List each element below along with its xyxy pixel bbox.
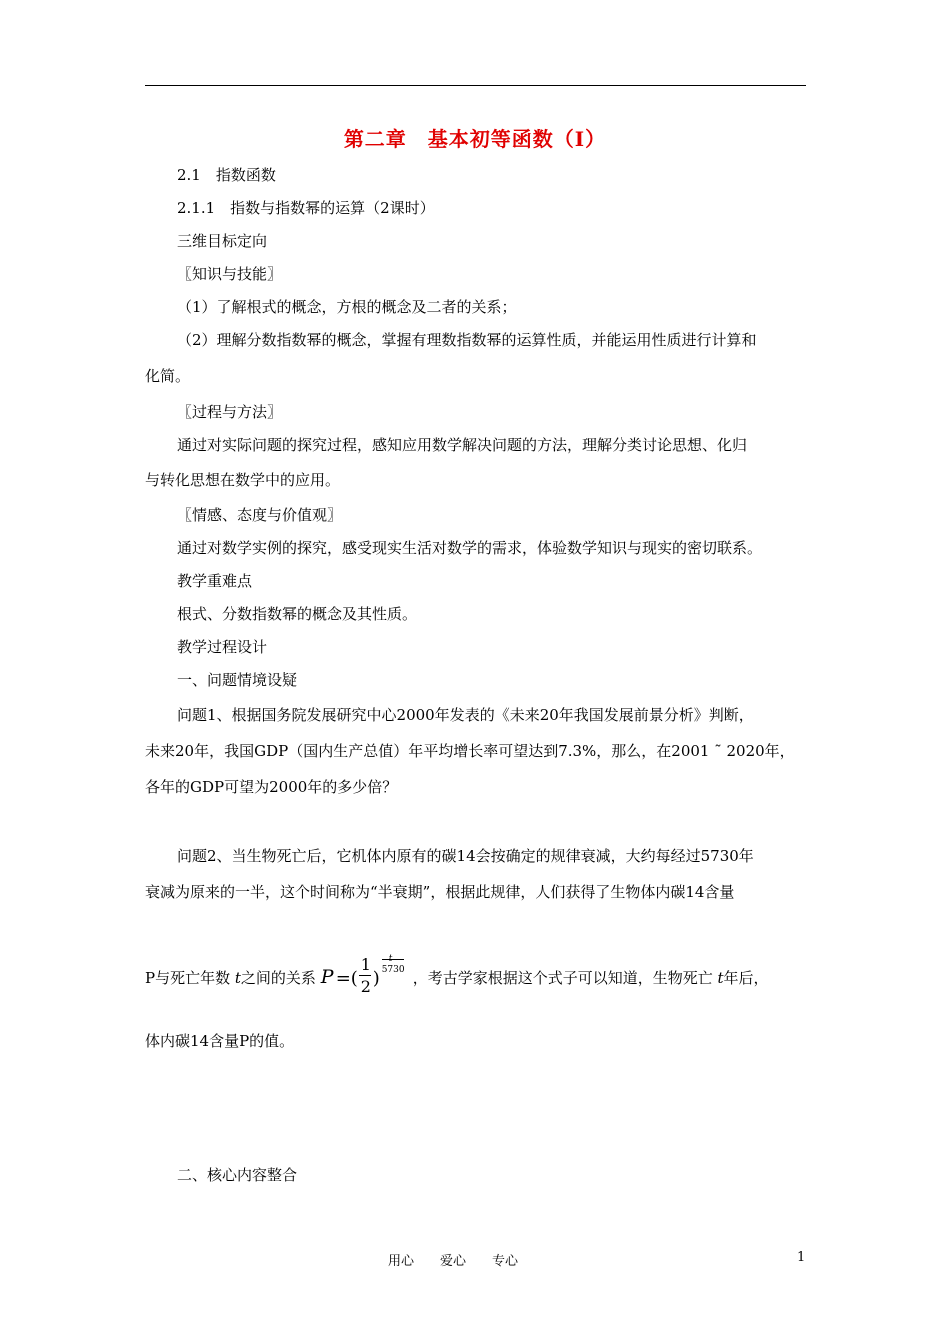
knowledge-skills-heading: 〖知识与技能〗 (177, 265, 283, 283)
formula-line-part-c: ，考古学家根据这个式子可以知道，生物死亡 (412, 969, 718, 987)
variable-t-2: t (717, 969, 724, 987)
formula-line-part-d: 年后， (723, 969, 769, 987)
chapter-title: 第二章 基本初等函数（Ⅰ） (343, 127, 607, 151)
problem-2-text-end: 体内碳14含量P的值。 (145, 1032, 295, 1050)
variable-t: t (234, 969, 241, 987)
part-one-heading: 一、问题情境设疑 (177, 671, 298, 689)
emotion-attitude-text: 通过对数学实例的探究，感受现实生活对数学的需求，体验数学知识与现实的密切联系。 (177, 539, 763, 557)
objective-item-2: （2）理解分数指数幂的概念，掌握有理数指数幂的运算性质，并能运用性质进行计算和 (177, 331, 757, 349)
problem-2-text-cont: 衰减为原来的一半，这个时间称为“半衰期”，根据此规律，人们获得了生物体内碳14含量 (145, 883, 735, 901)
header-rule (145, 85, 806, 86)
problem-1-text-cont: 未来20年，我国GDP（国内生产总值）年平均增长率可望达到7.3%，那么，在2001 ˜ 2020年， (145, 742, 795, 760)
process-method-heading: 〖过程与方法〗 (177, 403, 283, 421)
process-method-text-cont: 与转化思想在数学中的应用。 (145, 471, 341, 489)
formula-numerator: 1 (360, 955, 371, 974)
section-heading: 2.1 指数函数 (177, 166, 276, 184)
part-two-heading: 二、核心内容整合 (177, 1166, 298, 1184)
formula-close-paren: ) (372, 968, 380, 989)
problem-2-formula-line (145, 954, 769, 996)
problem-2-text: 问题2、当生物死亡后，它机体内原有的碳14会按确定的规律衰减，大约每经过5730年 (177, 847, 754, 865)
subsection-heading: 2.1.1 指数与指数幂的运算（2课时） (177, 199, 435, 217)
formula-fraction-bar (359, 975, 371, 976)
formula-eq: =( (335, 968, 358, 989)
objectives-heading: 三维目标定向 (177, 232, 268, 250)
problem-1-text: 问题1、根据国务院发展研究中心2000年发表的《未来20年我国发展前景分析》判断， (177, 706, 754, 724)
emotion-attitude-heading: 〖情感、态度与价值观〗 (177, 506, 343, 524)
page-number: 1 (797, 1250, 806, 1265)
formula-exponent-denominator: 5730 (381, 965, 405, 975)
half-life-formula (320, 954, 413, 996)
footer-motto: 用心 爱心 专心 (388, 1254, 519, 1269)
formula-line-part-a: P与死亡年数 (145, 969, 235, 987)
formula-line-part-b: 之间的关系 (240, 969, 316, 987)
key-points-text: 根式、分数指数幂的概念及其性质。 (177, 605, 418, 623)
formula-denominator: 2 (360, 977, 371, 996)
problem-1-text-end: 各年的GDP可望为2000年的多少倍？ (145, 778, 398, 796)
key-points-heading: 教学重难点 (177, 572, 253, 590)
objective-item-1: （1）了解根式的概念，方根的概念及二者的关系； (177, 298, 517, 316)
formula-exponent-numerator: t (388, 954, 393, 964)
process-method-text: 通过对实际问题的探究过程，感知应用数学解决问题的方法，理解分类讨论思想、化归 (177, 436, 748, 454)
teaching-process-heading: 教学过程设计 (177, 638, 268, 656)
objective-item-2-cont: 化简。 (145, 367, 191, 385)
formula-lhs: P (320, 966, 334, 988)
